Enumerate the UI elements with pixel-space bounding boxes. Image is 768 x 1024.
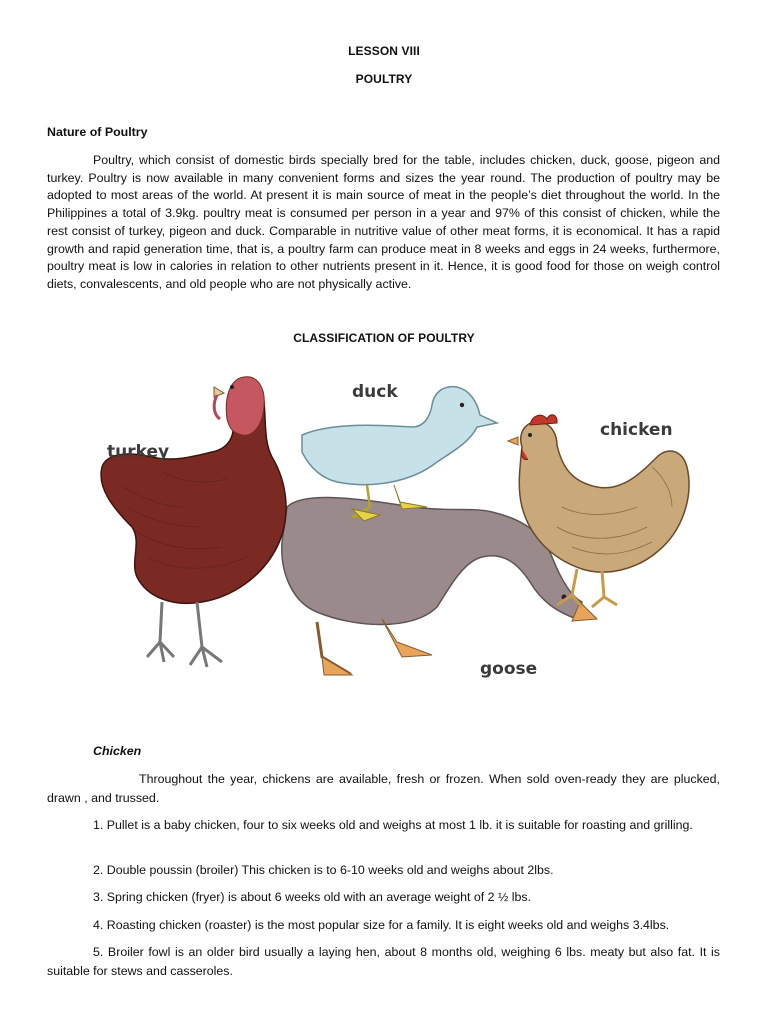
list-item-text: 3. Spring chicken (fryer) is about 6 weeks old with an average weight of 2 ½ lbs. bbox=[93, 890, 532, 904]
classification-heading: CLASSIFICATION OF POULTRY bbox=[293, 331, 475, 345]
list-item-text: 4. Roasting chicken (roaster) is the most popular size for a family. It is eight weeks old and weighs 3.4lbs. bbox=[93, 918, 670, 932]
duck-label: duck bbox=[352, 382, 398, 402]
lesson-number: LESSON VIII bbox=[348, 44, 420, 58]
list-item bbox=[47, 943, 720, 981]
goose-label: goose bbox=[480, 659, 538, 679]
nature-text: Poultry, which consist of domestic birds specially bred for the table, includes chicken, duck, goose, pigeon and turkey. Poultry is now available in many convenient forms and sizes the year round. The production of poultry may be adopted to most areas of the world. At present it is main source of meat in the people’s diet throughout the world. In the Philippines a total of 3.9kg. poultry meat is consumed per person in a year and 97% of this consist of chicken, while the rest consist of turkey, pigeon and duck. Comparable in nutritive value of other meat forms, it is economical. It has a rapid growth and rapid generation time, that is, a poultry farm can produce meat in 8 weeks and eggs in 24 weeks, furthermore, poultry meat is low in calories in relation to other nutrients present in it. Hence, it is good food for those on weigh control diets, convalescents, and old people who are not physically active. bbox=[47, 153, 720, 291]
chicken-intro bbox=[47, 770, 720, 808]
poultry-illustration bbox=[52, 357, 717, 682]
nature-paragraph bbox=[47, 152, 720, 294]
list-item bbox=[47, 916, 720, 935]
list-item bbox=[47, 861, 720, 880]
nature-heading: Nature of Poultry bbox=[47, 125, 148, 139]
list-item bbox=[47, 816, 720, 835]
list-item-text: 5. Broiler fowl is an older bird usually a laying hen, about 8 months old, weighing 6 lbs. meaty but also fat. It is suitable for stews and casseroles. bbox=[47, 945, 720, 978]
chicken-subheading: Chicken bbox=[93, 744, 142, 758]
list-item-text: 2. Double poussin (broiler) This chicken is to 6-10 weeks old and weighs about 2lbs. bbox=[93, 863, 554, 877]
chicken-intro-text: Throughout the year, chickens are available, fresh or frozen. When sold oven-ready they are plucked, drawn , and trussed. bbox=[47, 772, 720, 805]
chicken-label: chicken bbox=[600, 420, 673, 440]
turkey-label: turkey bbox=[107, 442, 170, 462]
list-item-text: 1. Pullet is a baby chicken, four to six weeks old and weighs at most 1 lb. it is suitable for roasting and grilling. bbox=[93, 818, 693, 832]
page-title: POULTRY bbox=[355, 72, 413, 86]
turkey-drawing bbox=[101, 377, 286, 667]
list-item bbox=[47, 888, 720, 907]
